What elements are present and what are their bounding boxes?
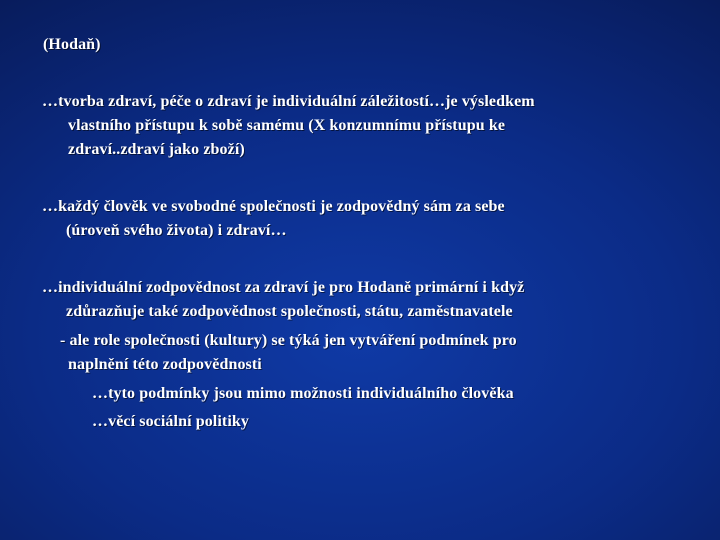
paragraph-2-line-2: (úroveň svého života) i zdraví… xyxy=(66,222,287,239)
paragraph-1-line-2: vlastního přístupu k sobě samému (X konzumnímu přístupu ke xyxy=(68,117,506,134)
paragraph-3-line-4: naplnění této zodpovědnosti xyxy=(68,356,262,373)
paragraph-2-line-1: …každý člověk ve svobodné společnosti je zodpovědný sám za sebe xyxy=(42,198,505,215)
paragraph-1-line-1: …tvorba zdraví, péče o zdraví je individuální záležitostí…je výsledkem xyxy=(42,93,535,110)
paragraph-3-line-5: …tyto podmínky jsou mimo možnosti individuálního člověka xyxy=(92,385,514,402)
paragraph-3-line-6: …věcí sociální politiky xyxy=(92,413,249,430)
paragraph-1-line-3: zdraví..zdraví jako zboží) xyxy=(68,141,245,158)
slide-title: (Hodaň) xyxy=(43,36,101,53)
paragraph-3-line-3: - ale role společnosti (kultury) se týká jen vytváření podmínek pro xyxy=(60,332,517,349)
paragraph-3-line-2: zdůrazňuje také zodpovědnost společnosti, státu, zaměstnavatele xyxy=(66,303,513,320)
paragraph-3-line-1: …individuální zodpovědnost za zdraví je pro Hodaně primární i když xyxy=(42,279,525,296)
